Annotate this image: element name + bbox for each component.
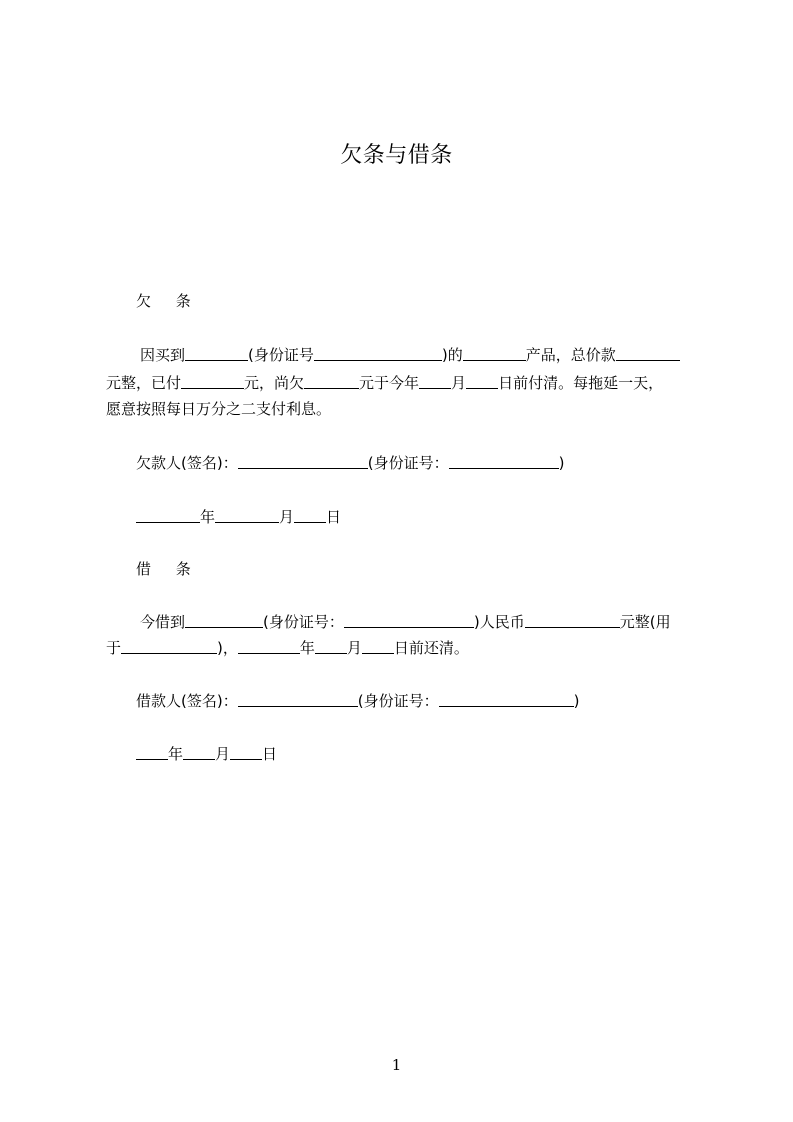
- signer-label: 欠款人(签名)：: [136, 454, 238, 472]
- iou-text: 元，尚欠: [244, 374, 305, 392]
- signature-blank: [238, 692, 358, 707]
- blank-line: [463, 346, 526, 361]
- year-blank: [136, 508, 200, 523]
- iou-heading: 欠 条: [136, 292, 201, 310]
- blank-line: [315, 639, 347, 654]
- blank-line: [344, 613, 474, 628]
- loan-text: 今借到: [140, 613, 186, 631]
- loan-text: (身份证号：: [263, 613, 344, 631]
- blank-line: [362, 639, 394, 654]
- loan-date-line: [136, 742, 277, 766]
- id-blank: [439, 692, 574, 707]
- close-paren: ): [558, 454, 565, 472]
- blank-line: [304, 374, 359, 389]
- iou-text: (身份证号: [248, 346, 314, 364]
- blank-line: [525, 613, 620, 628]
- day-label: 日: [262, 745, 278, 763]
- loan-text: 年: [299, 639, 315, 657]
- day-blank: [294, 508, 326, 523]
- blank-line: [181, 374, 244, 389]
- blank-line: [185, 346, 248, 361]
- iou-text: 元于今年: [359, 374, 420, 392]
- signer-label: 借款人(签名)：: [136, 692, 238, 710]
- day-label: 日: [326, 508, 342, 526]
- loan-paragraph-line-1: [140, 610, 671, 634]
- year-blank: [136, 745, 168, 760]
- blank-line: [419, 374, 451, 389]
- iou-paragraph-line-1: [140, 343, 680, 367]
- loan-text: 元整(用: [619, 613, 671, 631]
- loan-text: 月: [346, 639, 362, 657]
- iou-text: 日前付清。每拖延一天，: [498, 374, 664, 392]
- iou-date-line: [136, 505, 341, 529]
- loan-paragraph-line-2: [106, 636, 469, 660]
- month-label: 月: [279, 508, 295, 526]
- id-blank: [449, 454, 559, 469]
- loan-text: )人民币: [473, 613, 525, 631]
- blank-line: [314, 346, 442, 361]
- iou-text: 因买到: [140, 346, 186, 364]
- document-title: 欠条与借条: [340, 143, 453, 168]
- id-label: (身份证号：: [357, 692, 439, 710]
- day-blank: [230, 745, 262, 760]
- close-paren: ): [573, 692, 580, 710]
- loan-text: )，: [217, 639, 238, 657]
- signature-blank: [238, 454, 368, 469]
- year-label: 年: [200, 508, 216, 526]
- blank-line: [185, 613, 263, 628]
- loan-signer-line: [136, 689, 579, 713]
- loan-text: 于: [106, 639, 122, 657]
- loan-heading: 借 条: [136, 560, 201, 578]
- loan-text: 日前还清。: [393, 639, 469, 657]
- iou-text: 月: [451, 374, 467, 392]
- page-number: 1: [391, 1056, 402, 1074]
- iou-text: 元整，已付: [106, 374, 182, 392]
- year-label: 年: [168, 745, 184, 763]
- iou-paragraph-line-3: 愿意按照每日万分之二支付利息。: [106, 400, 332, 418]
- blank-line: [466, 374, 498, 389]
- month-blank: [183, 745, 215, 760]
- id-label: (身份证号：: [367, 454, 449, 472]
- blank-line: [121, 639, 217, 654]
- blank-line: [616, 346, 680, 361]
- blank-line: [238, 639, 300, 654]
- iou-paragraph-line-2: [106, 371, 663, 395]
- month-label: 月: [215, 745, 231, 763]
- iou-text: )的: [441, 346, 463, 364]
- iou-text: 产品，总价款: [525, 346, 616, 364]
- month-blank: [215, 508, 279, 523]
- iou-signer-line: [136, 451, 564, 475]
